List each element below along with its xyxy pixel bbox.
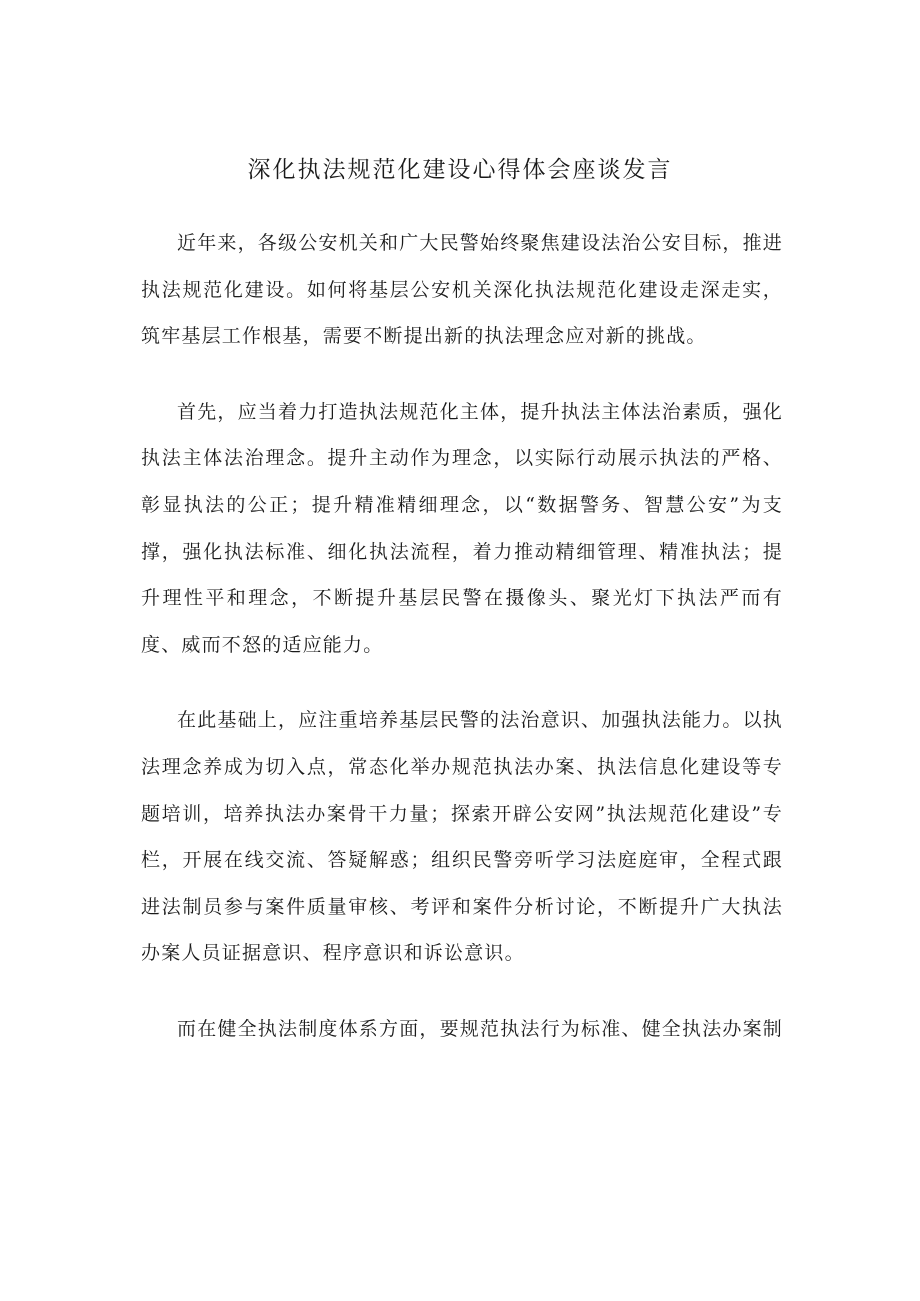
paragraph-2: 首先，应当着力打造执法规范化主体，提升执法主体法治素质，强化执法主体法治理念。提升主动作为理念，以实际行动展示执法的严格、彰显执法的公正；提升精准精细理念，以“数据警务、智慧公安”为支撑，强化执法标准、细化执法流程，着力推动精细管理、精准执法；提升理性平和理念，不断提升基层民警在摄像头、聚光灯下执法严而有度、威而不怒的适应能力。 [141,400,784,656]
paragraph-4: 而在健全执法制度体系方面，要规范执法行为标准、健全执法办案制 [177,1017,784,1040]
document-body [141,220,783,1082]
paragraph-3: 在此基础上，应注重培养基层民警的法治意识、加强执法能力。以执法理念养成为切入点，常态化举办规范执法办案、执法信息化建设等专题培训，培养执法办案骨干力量；探索开辟公安网”执法规范化建设”专栏，开展在线交流、答疑解惑；组织民警旁听学习法庭庭审，全程式跟进法制员参与案件质量审核、考评和案件分析讨论，不断提升广大执法办案人员证据意识、程序意识和诉讼意识。 [141,709,784,965]
paragraph-1: 近年来，各级公安机关和广大民警始终聚焦建设法治公安目标，推进执法规范化建设。如何将基层公安机关深化执法规范化建设走深走实，筑牢基层工作根基，需要不断提出新的执法理念应对新的挑战。 [141,232,784,348]
document-title: 深化执法规范化建设心得体会座谈发言 [247,157,673,183]
